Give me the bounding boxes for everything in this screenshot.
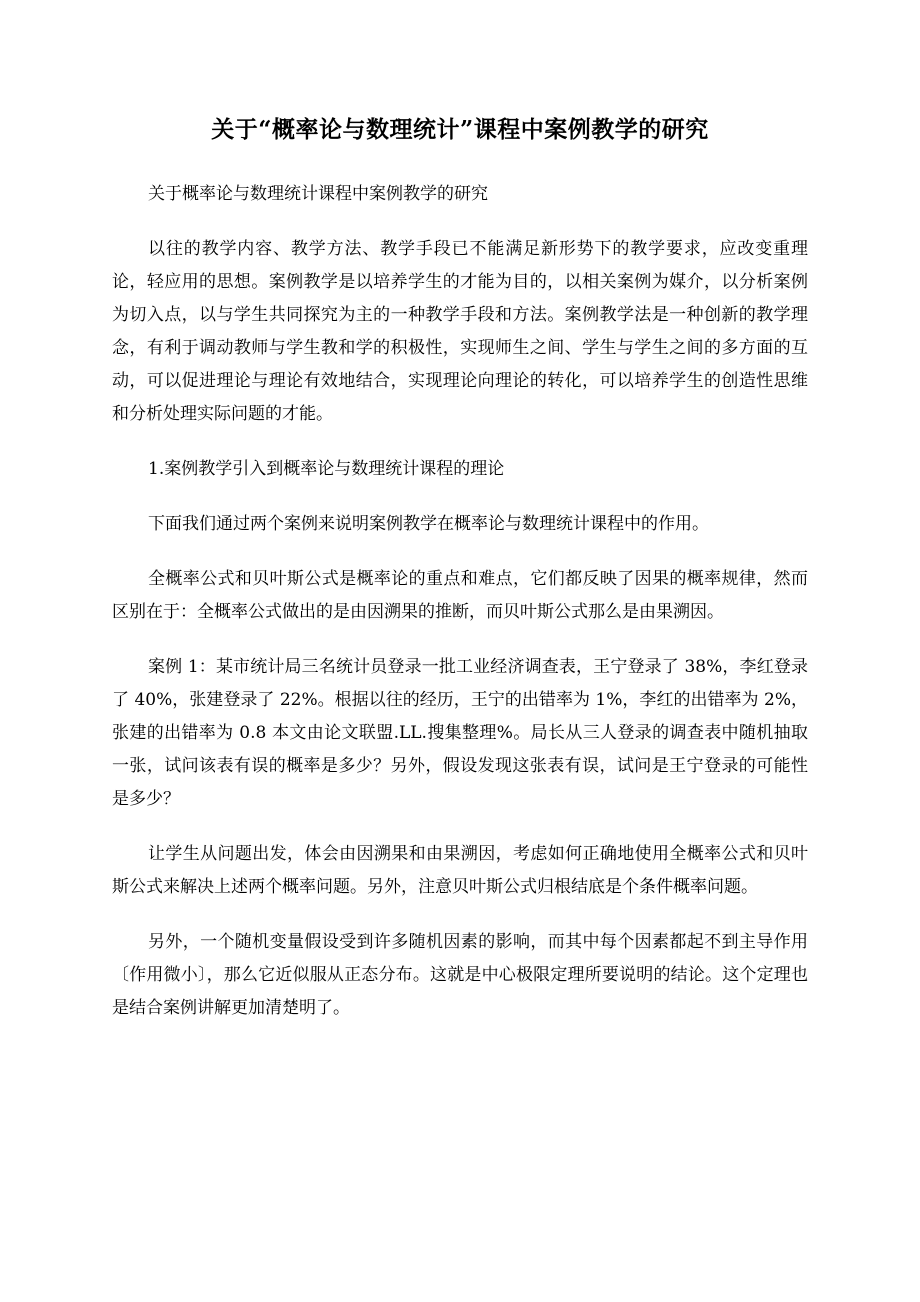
document-body — [112, 178, 808, 1047]
paragraph-subtitle: 关于概率论与数理统计课程中案例教学的研究 — [148, 184, 488, 204]
paragraph-central-limit-theorem: 另外，一个随机变量假设受到许多随机因素的影响，而其中每个因素都起不到主导作用〔作用微小〕，那么它近似服从正态分布。这就是中心极限定理所要说明的结论。这个定理也是结合案例讲解更加清楚明了。 — [112, 932, 808, 1018]
paragraph-case-overview: 下面我们通过两个案例来说明案例教学在概率论与数理统计课程中的作用。 — [148, 514, 709, 534]
paragraph-student-guidance: 让学生从问题出发，体会由因溯果和由果溯因，考虑如何正确地使用全概率公式和贝叶斯公式来解决上述两个概率问题。另外，注意贝叶斯公式归根结底是个条件概率问题。 — [112, 844, 808, 897]
paragraph-bayes-formula: 全概率公式和贝叶斯公式是概率论的重点和难点，它们都反映了因果的概率规律，然而区别在于：全概率公式做出的是由因溯果的推断，而贝叶斯公式那么是由果溯因。 — [112, 569, 808, 622]
section-heading-1: 1.案例教学引入到概率论与数理统计课程的理论 — [148, 459, 505, 479]
paragraph-introduction: 以往的教学内容、教学方法、教学手段已不能满足新形势下的教学要求，应改变重理论，轻应用的思想。案例教学是以培养学生的才能为目的，以相关案例为媒介，以分析案例为切入点，以与学生共同探究为主的一种教学手段和方法。案例教学法是一种创新的教学理念，有利于调动教师与学生教和学的积极性，实现师生之间、学生与学生之间的多方面的互动，可以促进理论与理论有效地结合，实现理论向理论的转化，可以培养学生的创造性思维和分析处理实际问题的才能。 — [112, 239, 808, 424]
document-title: 关于“概率论与数理统计”课程中案例教学的研究 — [211, 116, 709, 143]
paragraph-case-1: 案例 1：某市统计局三名统计员登录一批工业经济调查表，王宁登录了 38%，李红登录了 40%，张建登录了 22%。根据以往的经历，王宁的出错率为 1%，李红的出错率为 2%，张建的出错率为 0.8 本文由论文联盟.LL.搜集整理%。局长从三人登录的调查表中随机抽取一张，试问该表有误的概率是多少？另外，假设发现这张表有误，试问是王宁登录的可能性是多少？ — [112, 657, 808, 809]
